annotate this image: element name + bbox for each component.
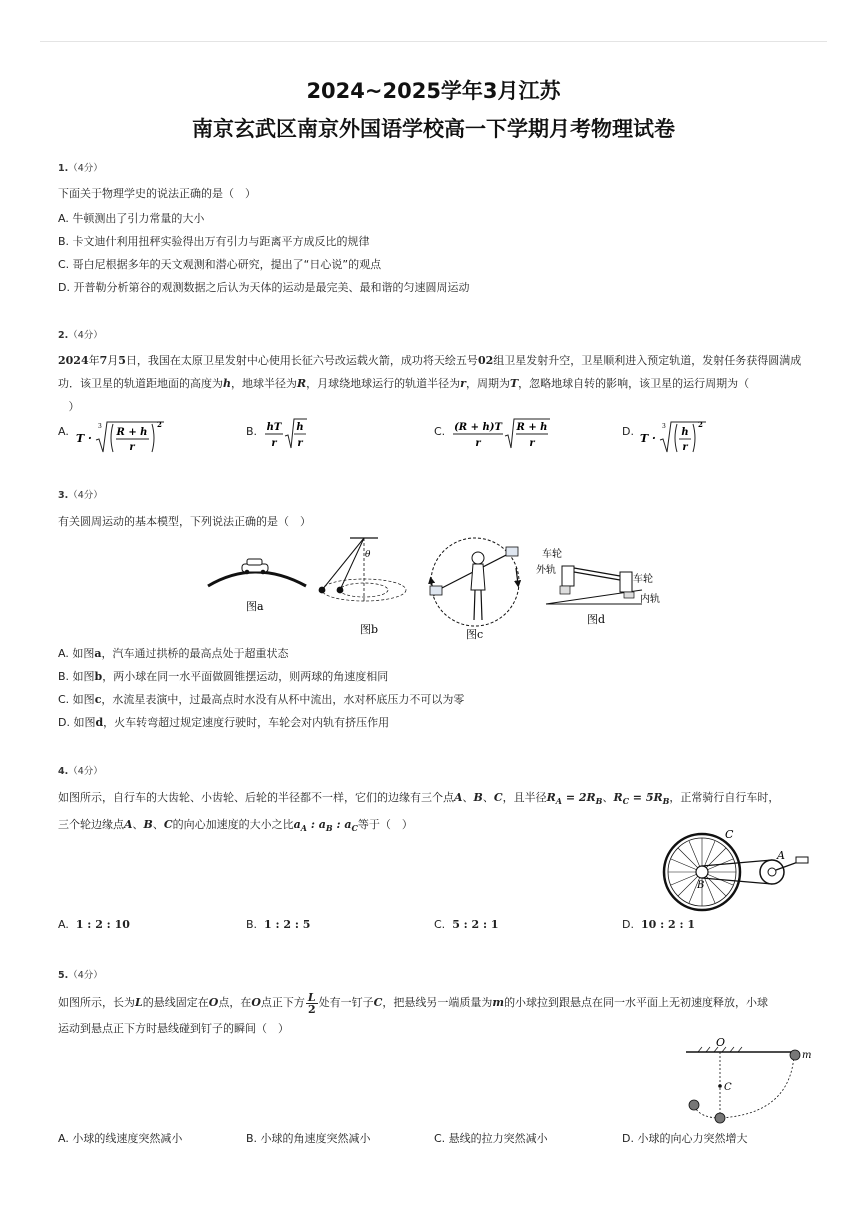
exam-title-line1: 2024~2025学年3月江苏	[306, 79, 561, 103]
q1-option-b[interactable]: B. 卡文迪什利用扭秤实验得出万有引力与距离平方成反比的规律	[58, 235, 370, 248]
q2-formula-d	[636, 418, 716, 458]
q1-stem: 下面关于物理学史的说法正确的是（ ）	[58, 187, 256, 200]
svg-text:2: 2	[157, 420, 162, 429]
svg-text:3: 3	[98, 423, 102, 430]
svg-text:2: 2	[698, 420, 703, 429]
svg-text:m: m	[802, 1050, 812, 1061]
q2-option-c[interactable]: C.	[434, 425, 446, 438]
q3-option-d[interactable]: D. 如图d，火车转弯超过规定速度行驶时，车轮会对内轨有挤压作用	[58, 716, 390, 729]
q1-option-d[interactable]: D. 开普勒分析第谷的观测数据之后认为天体的运动是最完美、最和谐的匀速圆周运动	[58, 281, 470, 294]
svg-text:O: O	[716, 1036, 726, 1049]
q5-option-b[interactable]: B. 小球的角速度突然减小	[246, 1132, 371, 1145]
svg-text:r: r	[271, 438, 277, 449]
svg-text:θ: θ	[365, 550, 371, 560]
svg-text:hT: hT	[266, 422, 282, 433]
q2-option-a[interactable]: A.	[58, 425, 69, 438]
q5-option-c[interactable]: C. 悬线的拉力突然减小	[434, 1132, 548, 1145]
svg-text:3: 3	[662, 423, 666, 430]
q5-fraction: $\frac{L}{2}$	[307, 990, 316, 1016]
q5-stem: 如图所示，长为L的悬线固定在O点，在O点正下方 $\frac{L}{2}$ 处有一钉子C，把悬线另一端质量为m的小球拉到跟悬点在同一水平面上无初速度释放，小球 运动到悬点正下方时悬线碰到钉子的瞬间（ ）	[58, 990, 769, 1035]
svg-text:R + h: R + h	[516, 422, 548, 433]
exam-title-line2: 南京玄武区南京外国语学校高一下学期月考物理试卷	[192, 117, 675, 141]
q1-option-c[interactable]: C. 哥白尼根据多年的天文观测和潜心研究，提出了“日心说”的观点	[58, 258, 382, 271]
q3-stem: 有关圆周运动的基本模型，下列说法正确的是（ ）	[58, 515, 311, 528]
q5-pendulum-figure	[680, 1036, 820, 1124]
q3-fig-a-label: 图a	[246, 600, 264, 613]
q4-option-d[interactable]: D. 10 : 2 : 1	[622, 918, 696, 931]
svg-text:B: B	[697, 880, 705, 891]
svg-text:r: r	[297, 438, 303, 449]
q3-fig-b-label: 图b	[360, 623, 379, 636]
q5-option-d[interactable]: D. 小球的向心力突然增大	[622, 1132, 748, 1145]
q3-option-c[interactable]: C. 如图c，水流星表演中，过最高点时水没有从杯中流出，水对杯底压力不可以为零	[58, 693, 465, 706]
q4-option-c[interactable]: C. 5 : 2 : 1	[434, 918, 499, 931]
svg-text:C: C	[725, 828, 734, 841]
q3-fig-c-water-meteor	[430, 538, 519, 641]
q2-option-d[interactable]: D.	[622, 425, 634, 438]
svg-text:A: A	[777, 849, 785, 862]
svg-text:C: C	[724, 1082, 732, 1093]
top-rule	[40, 41, 827, 42]
svg-text:T ·: T ·	[76, 432, 92, 445]
svg-text:r: r	[682, 442, 688, 453]
q1-header: 1.（4分）	[58, 163, 103, 174]
svg-text:h: h	[681, 427, 689, 438]
q4-bicycle-figure	[660, 826, 820, 914]
q3-fig-c-label: 图c	[466, 628, 484, 641]
q4-option-a[interactable]: A. 1 : 2 : 10	[58, 918, 130, 931]
svg-text:r: r	[529, 438, 535, 449]
svg-text:h: h	[296, 422, 304, 433]
q3-fig-b-conical-pendulum	[319, 538, 406, 636]
svg-text:T ·: T ·	[640, 432, 656, 445]
q4-header: 4.（4分）	[58, 766, 103, 777]
q2-formula-c	[450, 416, 560, 456]
q5-option-a[interactable]: A. 小球的线速度突然减小	[58, 1132, 183, 1145]
svg-text:外轨: 外轨	[536, 565, 556, 576]
q2-stem: 2024年7月5日，我国在太原卫星发射中心使用长征六号改运载火箭，成功将天绘五号02组卫星发射升空，卫星顺利进入预定轨道，发射任务获得圆满成功．该卫星的轨道距地面的高度为h，地球半径为R，月球绕地球运行的轨道半径为r，周期为T，忽略地球自转的影响，该卫星的运行周期为（ ）	[58, 354, 802, 413]
q4-option-b[interactable]: B. 1 : 2 : 5	[246, 918, 311, 931]
q3-option-b[interactable]: B. 如图b，两小球在同一水平面做圆锥摆运动，则两球的角速度相同	[58, 670, 389, 683]
q4-stem: 如图所示，自行车的大齿轮、小齿轮、后轮的半径都不一样，它们的边缘有三个点A、B、C，且半径$R_A = 2R_B$、$R_C = 5R_B$，正常骑行自行车时， 三个轮边缘点A、B、C的向心加速度的大小之比$a_A$ : $a_B$ : $a_C$等于（ ）	[58, 791, 780, 834]
svg-text:内轨: 内轨	[640, 594, 660, 605]
svg-text:(R + h)T: (R + h)T	[454, 422, 502, 433]
svg-text:车轮: 车轮	[542, 549, 562, 560]
q2-option-b[interactable]: B.	[246, 425, 258, 438]
svg-text:车轮: 车轮	[633, 574, 653, 585]
q1-option-a[interactable]: A. 牛顿测出了引力常量的大小	[58, 212, 205, 225]
q3-option-a[interactable]: A. 如图a，汽车通过拱桥的最高点处于超重状态	[58, 647, 289, 660]
svg-text:r: r	[475, 438, 481, 449]
q3-figures	[200, 530, 670, 645]
q3-fig-d-train-turn	[536, 547, 660, 626]
q3-header: 3.（4分）	[58, 490, 103, 501]
q2-header: 2.（4分）	[58, 330, 103, 341]
q3-fig-a-bridge	[208, 559, 306, 613]
q2-formula-b	[262, 416, 322, 456]
svg-text:r: r	[129, 442, 135, 453]
q2-formula-a	[72, 418, 172, 458]
q3-fig-d-label: 图d	[587, 613, 606, 626]
q5-header: 5.（4分）	[58, 970, 103, 981]
svg-text:R + h: R + h	[116, 427, 148, 438]
